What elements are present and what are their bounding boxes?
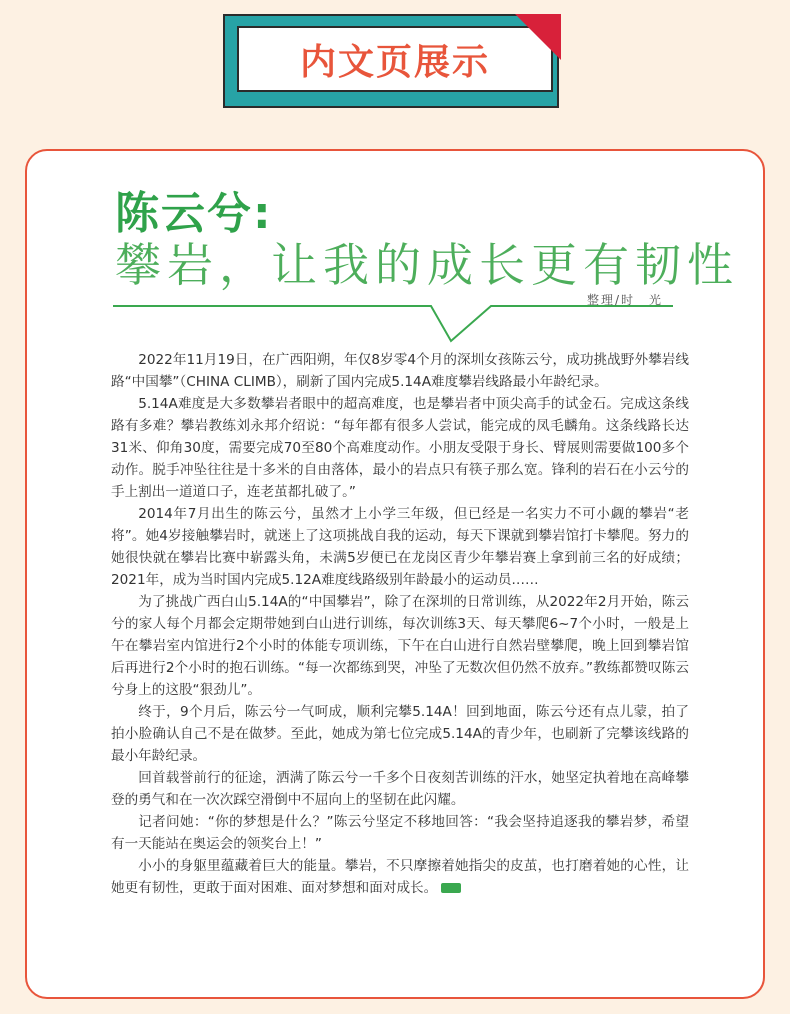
section-title: 内文页展示 bbox=[299, 41, 490, 83]
article-paragraph: 终于，9个月后，陈云兮一气呵成，顺利完攀5.14A！回到地面，陈云兮还有点儿蒙，拍了拍小脸确认自己不是在做梦。至此，她成为第七位完成5.14A的青少年，也刷新了完攀该线路的最小年龄纪录。 bbox=[111, 704, 689, 764]
article-paragraph: 2022年11月19日，在广西阳朔，年仅8岁零4个月的深圳女孩陈云兮，成功挑战野外攀岩线路“中国攀”（CHINA CLIMB），刷新了国内完成5.14A难度攀岩线路最小年龄纪录。 bbox=[111, 352, 689, 390]
article-headline: 攀岩，让我的成长更有韧性 bbox=[115, 238, 739, 292]
article-paragraph: 2014年7月出生的陈云兮，虽然才上小学三年级，但已经是一名实力不可小觑的攀岩“老将”。她4岁接触攀岩时，就迷上了这项挑战自我的运动，每天下课就到攀岩馆打卡攀爬。努力的她很快就在攀岩比赛中崭露头角，未满5岁便已在龙岗区青少年攀岩赛上拿到前三名的好成绩；2021年，成为当时国内完成5.12A难度线路级别年龄最小的运动员…… bbox=[111, 506, 689, 588]
article-paragraph: 记者问她：“你的梦想是什么？”陈云兮坚定不移地回答：“我会坚持追逐我的攀岩梦，希望有一天能站在奥运会的领奖台上！” bbox=[111, 814, 689, 852]
article-body bbox=[111, 349, 689, 899]
article-paragraph-last bbox=[111, 855, 689, 899]
article-paragraph: 5.14A难度是大多数攀岩者眼中的超高难度，也是攀岩者中顶尖高手的试金石。完成这条线路有多难？攀岩教练刘永邦介绍说：“每年都有很多人尝试，能完成的凤毛麟角。这条线路长达31米、仰角30度，需要完成70至80个高难度动作。小朋友受限于身长、臂展则需要做100多个动作。脱手冲坠往往是十多米的自由落体，最小的岩点只有筷子那么宽。锋利的岩石在小云兮的手上割出一道道口子，连老茧都扎破了。” bbox=[111, 396, 689, 500]
end-mark-icon bbox=[441, 883, 461, 893]
section-badge bbox=[223, 14, 567, 110]
article-paragraph-text: 小小的身躯里蕴藏着巨大的能量。攀岩，不只摩擦着她指尖的皮茧，也打磨着她的心性，让她更有韧性，更敢于面对困难、面对梦想和面对成长。 bbox=[111, 858, 689, 896]
page-preview-card bbox=[25, 149, 765, 999]
article-person-name: 陈云兮: bbox=[115, 188, 273, 239]
article-paragraph: 回首载誉前行的征途，洒满了陈云兮一千多个日夜刻苦训练的汗水，她坚定执着地在高峰攀登的勇气和在一次次踩空滑倒中不屈向上的坚韧在此闪耀。 bbox=[111, 770, 689, 808]
badge-panel bbox=[237, 26, 553, 92]
article-byline: 整理/时 光 bbox=[587, 293, 664, 307]
article-paragraph: 为了挑战广西白山5.14A的“中国攀岩”，除了在深圳的日常训练，从2022年2月开始，陈云兮的家人每个月都会定期带她到白山进行训练，每次训练3天、每天攀爬6~7个小时，一般是上午在攀岩室内馆进行2个小时的体能专项训练，下午在白山进行自然岩壁攀爬，晚上回到攀岩馆后再进行2个小时的抱石训练。“每一次都练到哭，冲坠了无数次但仍然不放弃。”教练都赞叹陈云兮身上的这股“狠劲儿”。 bbox=[111, 594, 689, 698]
badge-corner-ribbon bbox=[515, 14, 561, 60]
